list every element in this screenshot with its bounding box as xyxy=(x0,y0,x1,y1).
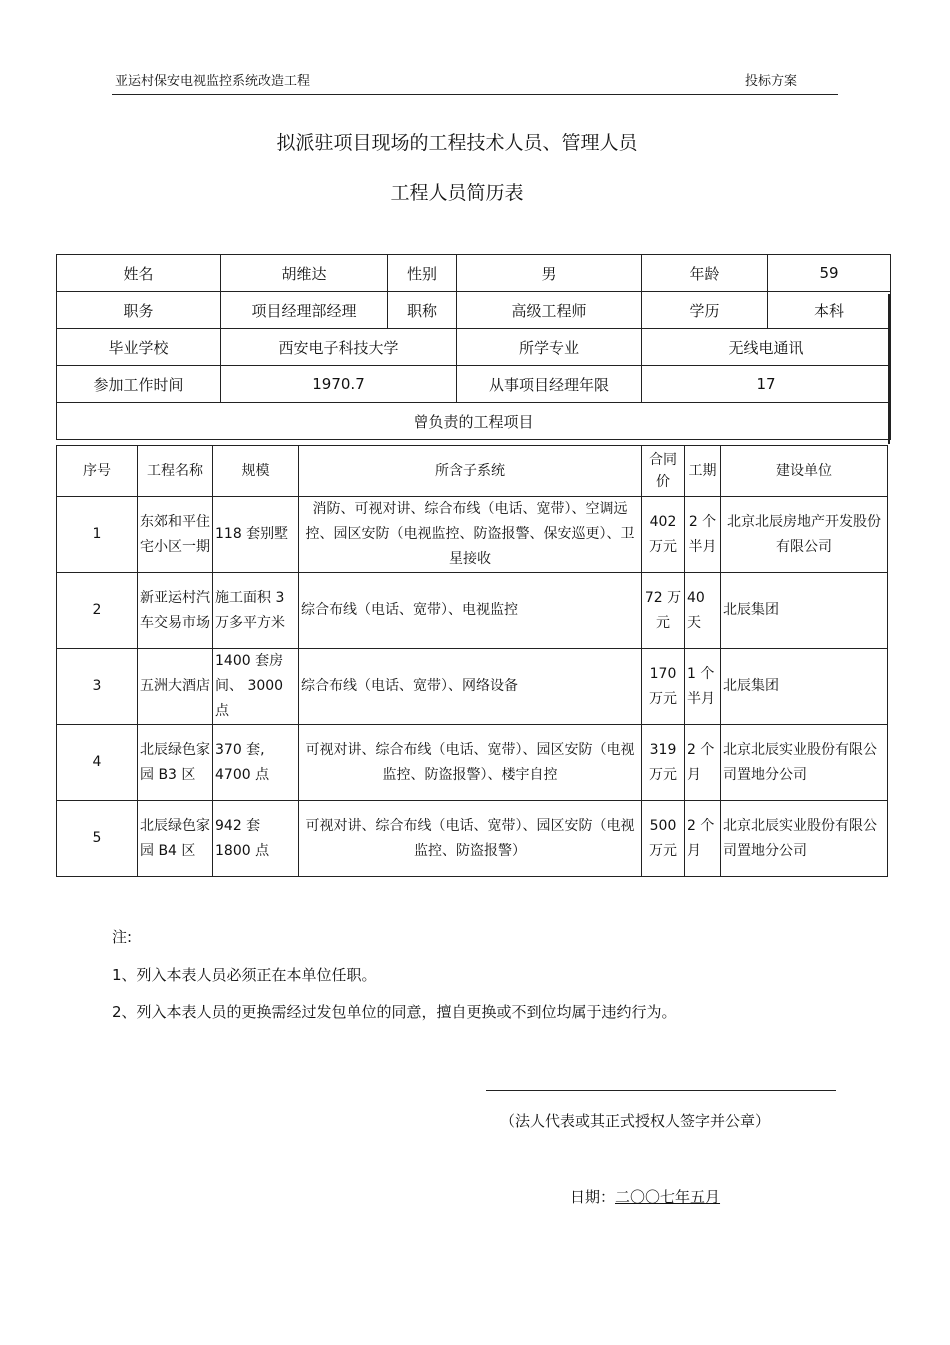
row-scale: 370 套, 4700 点 xyxy=(213,725,299,801)
note-item-1: 1、列入本表人员必须正在本单位任职。 xyxy=(112,966,377,984)
col-header-price: 合同价 xyxy=(642,446,685,497)
age-value: 59 xyxy=(768,255,891,292)
header-project-name: 亚运村保安电视监控系统改造工程 xyxy=(115,74,311,89)
row-price: 319 万元 xyxy=(642,725,685,801)
row-systems: 可视对讲、综合布线（电话、宽带）、园区安防（电视监控、防盗报警）、楼宇自控 xyxy=(299,725,642,801)
date-value: 二〇〇七年五月 xyxy=(615,1188,721,1206)
row-name: 五洲大酒店 xyxy=(138,649,213,725)
pm-years-label: 从事项目经理年限 xyxy=(457,366,642,403)
table-row xyxy=(57,725,888,801)
table-row xyxy=(57,649,888,725)
name-label: 姓名 xyxy=(57,255,221,292)
position-value: 项目经理部经理 xyxy=(221,292,388,329)
gender-label: 性别 xyxy=(388,255,457,292)
row-systems: 综合布线（电话、宽带）、电视监控 xyxy=(299,573,642,649)
row-period: 2 个月 xyxy=(685,801,721,877)
projects-table xyxy=(56,445,888,877)
title-label: 职称 xyxy=(388,292,457,329)
projects-section-title: 曾负责的工程项目 xyxy=(57,403,891,440)
row-price: 402 万元 xyxy=(642,497,685,573)
page-title: 拟派驻项目现场的工程技术人员、管理人员 xyxy=(276,132,638,154)
education-label: 学历 xyxy=(642,292,768,329)
age-label: 年龄 xyxy=(642,255,768,292)
school-label: 毕业学校 xyxy=(57,329,221,366)
row-systems: 消防、可视对讲、综合布线（电话、宽带）、空调远控、园区安防（电视监控、防盗报警、保安巡更）、卫星接收 xyxy=(299,497,642,573)
row-no: 2 xyxy=(57,573,138,649)
signature-line xyxy=(486,1090,836,1091)
row-name: 北辰绿色家园 B3 区 xyxy=(138,725,213,801)
col-header-no: 序号 xyxy=(57,446,138,497)
education-value: 本科 xyxy=(768,292,891,329)
row-no: 1 xyxy=(57,497,138,573)
row-systems: 可视对讲、综合布线（电话、宽带）、园区安防（电视监控、防盗报警） xyxy=(299,801,642,877)
name-value: 胡维达 xyxy=(221,255,388,292)
row-unit: 北辰集团 xyxy=(721,573,888,649)
work-start-value: 1970.7 xyxy=(221,366,457,403)
row-unit: 北辰集团 xyxy=(721,649,888,725)
position-label: 职务 xyxy=(57,292,221,329)
pm-years-value: 17 xyxy=(642,366,891,403)
row-unit: 北京北辰实业股份有限公司置地分公司 xyxy=(721,725,888,801)
row-no: 5 xyxy=(57,801,138,877)
note-item-2: 2、列入本表人员的更换需经过发包单位的同意，擅自更换或不到位均属于违约行为。 xyxy=(112,1003,677,1021)
table-row xyxy=(57,497,888,573)
table-row xyxy=(57,573,888,649)
row-unit: 北京北辰实业股份有限公司置地分公司 xyxy=(721,801,888,877)
row-scale: 118 套别墅 xyxy=(213,497,299,573)
table-shadow-border xyxy=(888,294,890,444)
table-row xyxy=(57,801,888,877)
personnel-info-table xyxy=(56,254,891,440)
title-value: 高级工程师 xyxy=(457,292,642,329)
row-price: 170 万元 xyxy=(642,649,685,725)
row-scale: 942 套 1800 点 xyxy=(213,801,299,877)
signature-caption: （法人代表或其正式授权人签字并公章） xyxy=(500,1112,771,1130)
row-scale: 施工面积 3 万多平方米 xyxy=(213,573,299,649)
row-name: 新亚运村汽车交易市场 xyxy=(138,573,213,649)
col-header-period: 工期 xyxy=(685,446,721,497)
header-divider xyxy=(112,94,838,95)
row-period: 1 个半月 xyxy=(685,649,721,725)
notes-title: 注: xyxy=(112,928,133,946)
col-header-systems: 所含子系统 xyxy=(299,446,642,497)
major-value: 无线电通讯 xyxy=(642,329,891,366)
col-header-scale: 规模 xyxy=(213,446,299,497)
row-price: 500 万元 xyxy=(642,801,685,877)
date-block xyxy=(570,1186,720,1207)
row-name: 东郊和平住宅小区一期 xyxy=(138,497,213,573)
row-price: 72 万元 xyxy=(642,573,685,649)
row-unit: 北京北辰房地产开发股份有限公司 xyxy=(721,497,888,573)
major-label: 所学专业 xyxy=(457,329,642,366)
school-value: 西安电子科技大学 xyxy=(221,329,457,366)
projects-header-row xyxy=(57,446,888,497)
row-period: 40 天 xyxy=(685,573,721,649)
work-start-label: 参加工作时间 xyxy=(57,366,221,403)
row-scale: 1400 套房间、 3000 点 xyxy=(213,649,299,725)
date-label: 日期： xyxy=(570,1188,616,1206)
row-name: 北辰绿色家园 B4 区 xyxy=(138,801,213,877)
page-subtitle: 工程人员简历表 xyxy=(390,182,524,204)
row-no: 3 xyxy=(57,649,138,725)
row-period: 2 个月 xyxy=(685,725,721,801)
gender-value: 男 xyxy=(457,255,642,292)
row-systems: 综合布线（电话、宽带）、网络设备 xyxy=(299,649,642,725)
header-doc-type: 投标方案 xyxy=(745,74,798,89)
col-header-name: 工程名称 xyxy=(138,446,213,497)
row-period: 2 个半月 xyxy=(685,497,721,573)
col-header-unit: 建设单位 xyxy=(721,446,888,497)
row-no: 4 xyxy=(57,725,138,801)
